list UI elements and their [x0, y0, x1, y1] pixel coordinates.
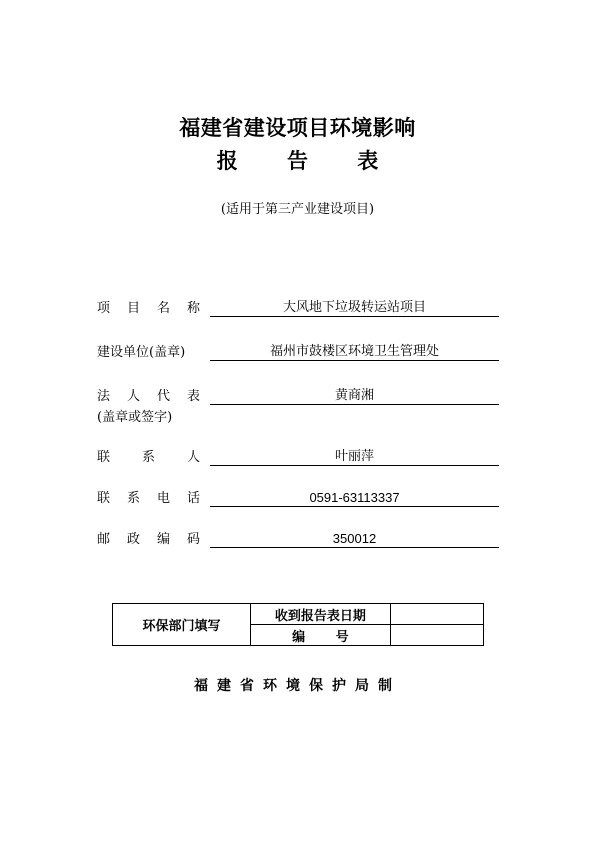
label-char: 法 — [97, 389, 111, 404]
label-char: 联 — [97, 491, 111, 506]
label-char: 代 — [156, 389, 170, 404]
env-dept-label: 环保部门填写 — [113, 604, 251, 646]
label-char: 称 — [186, 301, 200, 316]
page-title: 福建省建设项目环境影响 — [179, 116, 416, 140]
contact-row — [97, 449, 499, 469]
construction-unit-row — [97, 344, 499, 364]
legal-rep-field[interactable]: 黄商湘 — [210, 388, 499, 405]
label-char: 联 — [97, 450, 111, 465]
label-char: 电 — [156, 491, 170, 506]
construction-unit-field[interactable]: 福州市鼓楼区环境卫生管理处 — [210, 344, 499, 361]
construction-unit-label: 建设单位(盖章) — [97, 345, 186, 360]
contact-label — [97, 449, 200, 467]
legal-rep-label — [97, 388, 200, 406]
number-label: 编 号 — [292, 629, 349, 645]
label-char: 政 — [126, 532, 140, 547]
table-row — [113, 604, 484, 625]
issuer-footer: 福建省环境保护局制 — [194, 678, 401, 694]
phone-label — [97, 490, 200, 508]
label-char: 人 — [126, 389, 140, 404]
label-char: 目 — [126, 301, 140, 316]
phone-field[interactable]: 0591-63113337 — [210, 490, 499, 507]
page-title-line2: 报 告 表 — [216, 149, 379, 173]
label-char: 项 — [97, 301, 111, 316]
label-char: 人 — [186, 450, 200, 465]
phone-row — [97, 490, 499, 510]
label-char: 系 — [141, 450, 155, 465]
env-dept-table — [112, 603, 484, 646]
label-char: 系 — [126, 491, 140, 506]
contact-field[interactable]: 叶丽萍 — [210, 449, 499, 466]
label-char: 话 — [186, 491, 200, 506]
received-date-label: 收到报告表日期 — [250, 604, 390, 625]
label-char: 编 — [156, 532, 170, 547]
label-char: 邮 — [97, 532, 111, 547]
project-name-field[interactable]: 大风地下垃圾转运站项目 — [210, 300, 499, 317]
project-name-row — [97, 300, 499, 320]
legal-rep-label-line2: (盖章或签字) — [97, 410, 173, 425]
postcode-label — [97, 531, 200, 549]
received-date-field[interactable] — [390, 604, 483, 625]
number-field[interactable] — [390, 625, 483, 646]
number-label-cell — [250, 625, 390, 646]
subtitle: (适用于第三产业建设项目) — [220, 202, 375, 217]
label-char: 名 — [156, 301, 170, 316]
project-name-label — [97, 300, 200, 318]
postcode-field[interactable]: 350012 — [210, 531, 499, 548]
label-char: 表 — [186, 389, 200, 404]
legal-rep-row — [97, 388, 499, 408]
label-char: 码 — [186, 532, 200, 547]
postcode-row — [97, 531, 499, 551]
